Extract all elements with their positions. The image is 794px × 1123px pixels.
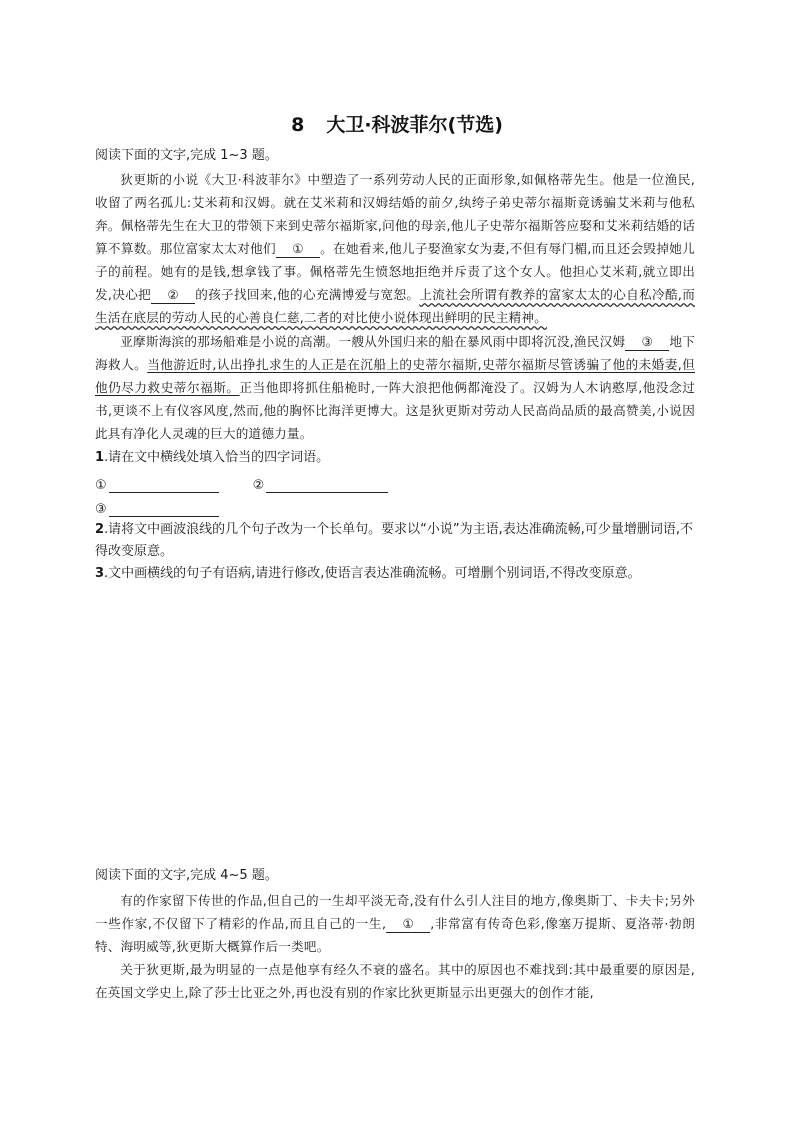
section-1-paragraph-1 bbox=[95, 168, 695, 329]
p1-text-a: 狄更斯的小说《大卫·科波菲尔》中塑造了一系列劳动人民的正面形象,如佩格蒂先生。他是一位渔民,收留了两名孤儿:艾米莉和汉姆。就在艾米莉和汉姆结婚的前夕,纨绔子弟史蒂尔福斯竟诱骗艾米莉与他私奔。佩格蒂先生在大卫的带领下来到史蒂尔福斯家,问他的母亲,他儿子史蒂尔福斯答应娶和艾米莉结婚的话算不算数。那位富家太太对他们 bbox=[95, 172, 695, 256]
question-1-number: 1 bbox=[95, 450, 105, 465]
underlined-sentence: 当他游近时,认出挣扎求生的人正是在沉船上的史蒂尔福斯,史蒂尔福斯尽管诱骗了他的未婚妻,但他仍尽力救史蒂尔福斯。 bbox=[95, 357, 695, 395]
question-1 bbox=[95, 447, 695, 469]
section-1-instruction: 阅读下面的文字,完成 1~3 题。 bbox=[95, 148, 278, 163]
p1-text-b: 。在她看来,他儿子娶渔家女为妻,不但有辱门楣,而且还会毁掉她儿子的前程。她有的是钱,想拿钱了事。佩格蒂先生愤怒地拒绝并斥责了这个女人。他担心艾米莉,就立即出发,决心把 bbox=[95, 241, 695, 302]
section-2-paragraph-1 bbox=[95, 889, 695, 958]
question-3-text: .文中画横线的句子有语病,请进行修改,使语言表达准确流畅。可增删个别词语,不得改变原意。 bbox=[104, 566, 641, 581]
blank-2[interactable]: ② bbox=[151, 287, 195, 304]
s2-blank-1[interactable]: ① bbox=[386, 916, 430, 933]
answer-label-1: ① bbox=[95, 478, 107, 493]
title-text: 大卫·科波菲尔(节选) bbox=[326, 114, 503, 136]
page-title bbox=[0, 110, 794, 137]
blank-1[interactable]: ① bbox=[276, 241, 320, 258]
s2-p1-text-b: ,非常富有传奇色彩,像塞万提斯、夏洛蒂·勃朗特、海明威等,狄更斯大概算作后一类吧。 bbox=[95, 916, 695, 954]
question-2 bbox=[95, 519, 695, 563]
question-2-text: .请将文中画波浪线的几个句子改为一个长单句。要求以“小说”为主语,表达准确流畅,可少量增删词语,不得改变原意。 bbox=[95, 522, 694, 559]
section-2-instruction: 阅读下面的文字,完成 4~5 题。 bbox=[95, 868, 278, 883]
answer-row-1 bbox=[95, 469, 695, 493]
title-number: 8 bbox=[291, 114, 305, 136]
p2-text-a: 亚摩斯海滨的那场船难是小说的高潮。一艘从外国归来的船在暴风雨中即将沉没,渔民汉姆 bbox=[120, 334, 626, 349]
question-1-text: .请在文中横线处填入恰当的四字词语。 bbox=[104, 450, 330, 465]
answer-label-3: ③ bbox=[95, 502, 107, 517]
question-2-number: 2 bbox=[95, 522, 105, 537]
answer-label-2: ② bbox=[252, 478, 265, 493]
section-2-paragraph-2: 关于狄更斯,最为明显的一点是他享有经久不衰的盛名。其中的原因也不难找到:其中最重要的原因是,在英国文学史上,除了莎士比亚之外,再也没有别的作家比狄更斯显示出更强大的创作才能, bbox=[95, 962, 695, 1000]
p1-text-c: 的孩子找回来,他的心充满博爱与宽恕。 bbox=[195, 287, 420, 302]
answer-line-2[interactable] bbox=[266, 478, 388, 493]
s2-p1-text-a: 有的作家留下传世的作品,但自己的一生却平淡无奇,没有什么引人注目的地方,像奥斯丁、卡夫卡;另外一些作家,不仅留下了精彩的作品,而且自己的一生, bbox=[95, 893, 695, 931]
answer-line-1[interactable] bbox=[109, 478, 219, 493]
question-3 bbox=[95, 563, 695, 585]
section-2 bbox=[95, 866, 695, 1004]
answer-line-3[interactable] bbox=[109, 502, 219, 517]
blank-3[interactable]: ③ bbox=[625, 334, 669, 351]
wavy-underlined-sentence: 上流社会所谓有教养的富家太太的心自私冷酷,而生活在底层的劳动人民的心善良仁慈,二者的对比使小说体现出鲜明的民主精神。 bbox=[95, 287, 695, 325]
p2-text-c: 正当他即将抓住船桅时,一阵大浪把他俩都淹没了。汉姆为人木讷憨厚,他没念过书,更谈不上有仪容风度,然而,他的胸怀比海洋更博大。这是狄更斯对劳动人民高尚品质的最高赞美,小说因此具有净化人灵魂的巨大的道德力量。 bbox=[95, 380, 695, 441]
answer-row-2 bbox=[95, 493, 695, 517]
section-1 bbox=[95, 146, 695, 585]
section-1-paragraph-2 bbox=[95, 330, 695, 445]
question-3-number: 3 bbox=[95, 566, 105, 581]
p2-text-b: 地下海救人。 bbox=[95, 334, 695, 372]
